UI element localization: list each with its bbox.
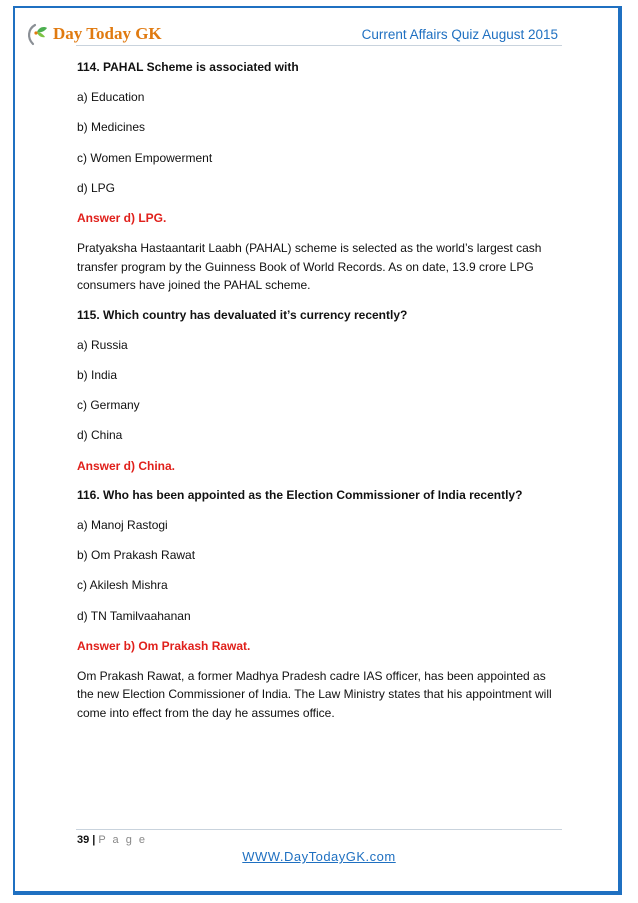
explanation-114: Pratyaksha Hastaantarit Laabh (PAHAL) scheme is selected as the world’s largest cash transfer program by the Guinness Book of World Records. As on date, 13.9 crore LPG consumers have joined the PAHAL scheme. bbox=[77, 241, 542, 293]
question-115: 115. Which country has devaluated it’s currency recently? bbox=[77, 307, 408, 322]
explanation-116: Om Prakash Rawat, a former Madhya Pradesh cadre IAS officer, has been appointed as the new Election Commissioner of India. The Law Ministry states that his appointment will come into effect from the day he assumes office. bbox=[77, 668, 552, 720]
answer-114: Answer d) LPG. bbox=[77, 210, 167, 225]
answer-116: Answer b) Om Prakash Rawat. bbox=[77, 638, 251, 653]
option: b) India bbox=[77, 368, 118, 382]
option: b) Medicines bbox=[77, 120, 146, 135]
site-logo[interactable] bbox=[25, 20, 162, 48]
logo-text: Day Today GK bbox=[53, 24, 162, 43]
option: d) China bbox=[77, 428, 123, 443]
footer-divider bbox=[76, 829, 562, 830]
leaf-logo-icon bbox=[25, 21, 49, 47]
quiz-content bbox=[77, 59, 555, 734]
option: a) Education bbox=[77, 90, 145, 105]
question-116: 116. Who has been appointed as the Election Commissioner of India recently? bbox=[77, 487, 523, 502]
page-number-value: 39 bbox=[77, 834, 90, 846]
answer-115: Answer d) China. bbox=[77, 458, 176, 473]
option: c) Germany bbox=[77, 398, 140, 413]
option: c) Women Empowerment bbox=[77, 150, 213, 165]
question-114: 114. PAHAL Scheme is associated with bbox=[77, 60, 299, 74]
page-separator: | bbox=[92, 834, 96, 846]
option: d) TN Tamilvaahanan bbox=[77, 608, 191, 623]
option: c) Akilesh Mishra bbox=[77, 578, 168, 593]
page-number bbox=[77, 834, 147, 846]
page-label: P a g e bbox=[98, 834, 147, 846]
header-title: Current Affairs Quiz August 2015 bbox=[361, 27, 558, 42]
header-divider bbox=[76, 45, 562, 46]
option: b) Om Prakash Rawat bbox=[77, 548, 196, 563]
option: a) Russia bbox=[77, 337, 128, 352]
option: d) LPG bbox=[77, 180, 116, 195]
website-link[interactable]: WWW.DayTodayGK.com bbox=[242, 849, 396, 864]
option: a) Manoj Rastogi bbox=[77, 517, 168, 532]
